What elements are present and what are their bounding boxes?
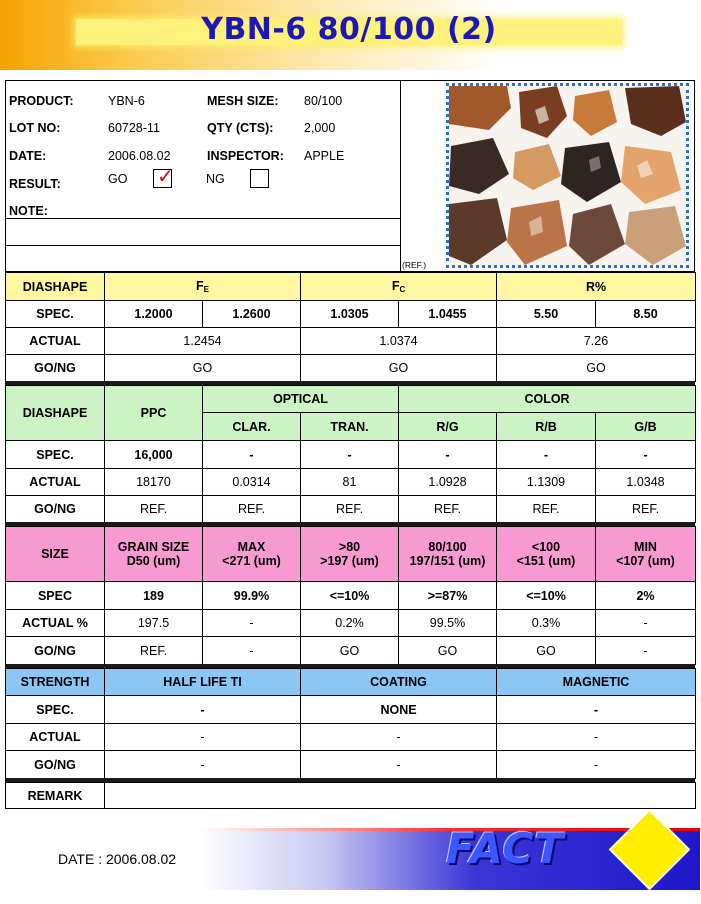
actual-cell: 0.0314 [203,469,301,496]
ng-checkbox[interactable] [250,169,269,188]
over-80-header [301,527,399,582]
header-line: >80 [338,540,361,554]
actual-cell: 1.0348 [596,469,696,496]
sample-photo [446,83,689,268]
fe-letter: F [196,279,204,293]
qty-value: 2,000 [304,121,336,135]
gong-cell: REF. [203,496,301,523]
note-label: NOTE: [9,204,48,218]
header-line: D50 (um) [126,554,181,568]
magnetic-header: MAGNETIC [497,669,696,696]
actual-cell: 1.2454 [105,328,301,355]
spec-cell: <=10% [301,582,399,610]
spec-cell: - [203,441,301,469]
actual-cell: 1.1309 [497,469,596,496]
fc-subscript: C [399,285,406,294]
go-checkbox[interactable] [153,164,174,188]
spec-cell: >=87% [399,582,497,610]
actual-label: ACTUAL [6,328,105,355]
optical-table [5,385,696,523]
spec-cell: 189 [105,582,203,610]
date-label: DATE: [9,149,47,163]
header-line: <271 (um) [222,554,281,568]
optical-header: OPTICAL [203,386,399,413]
header-divider [400,81,401,271]
lot-label: LOT NO: [9,121,61,135]
spec-cell: 1.0455 [399,301,497,328]
gong-label: GO/NG [6,751,105,779]
qty-label: QTY (CTS): [207,121,274,135]
diashape-header: DIASHAPE [6,273,105,301]
fact-logo: FACT [446,824,564,873]
gong-cell: REF. [497,496,596,523]
spec-cell: 5.50 [497,301,596,328]
spec-label: SPEC [6,582,105,610]
actual-label: ACTUAL [6,469,105,496]
spec-cell: 1.2600 [203,301,301,328]
footer-date: DATE : 2006.08.02 [58,851,177,867]
gong-cell: REF. [105,637,203,665]
gong-cell: GO [301,637,399,665]
spec-cell: <=10% [497,582,596,610]
gong-cell: - [301,751,497,779]
spec-label: SPEC. [6,301,105,328]
date-value: 2006.08.02 [108,149,171,163]
gong-cell: GO [301,355,497,382]
actual-cell: 99.5% [399,610,497,637]
spec-cell: - [596,441,696,469]
spec-cell: - [399,441,497,469]
mesh-size-value: 80/100 [304,94,343,108]
check-icon: ✓ [157,164,174,188]
half-life-header: HALF LIFE TI [105,669,301,696]
gong-cell: GO [497,355,696,382]
header-line: <100 [531,540,561,554]
fe-header [105,273,301,301]
gong-cell: - [203,637,301,665]
gong-cell: REF. [596,496,696,523]
note-line-1 [6,218,400,219]
strength-header: STRENGTH [6,669,105,696]
spec-cell: 1.2000 [105,301,203,328]
header-line: <107 (um) [616,554,675,568]
actual-label: ACTUAL % [6,610,105,637]
product-label: PRODUCT: [9,94,74,108]
mesh-size-label: MESH SIZE: [207,94,279,108]
go-label: GO [108,172,128,186]
fe-subscript: E [203,285,209,294]
coating-header: COATING [301,669,497,696]
inspector-value: APPLE [304,149,345,163]
lot-value: 60728-11 [108,121,160,135]
spec-cell: 8.50 [596,301,696,328]
spec-cell: NONE [301,696,497,724]
gong-cell: - [596,637,696,665]
inspector-label: INSPECTOR: [207,149,284,163]
diashape-table [5,272,696,382]
spec-cell: 1.0305 [301,301,399,328]
spec-cell: - [497,441,596,469]
tran-header: TRAN. [301,413,399,441]
gong-label: GO/NG [6,637,105,665]
actual-cell: - [301,724,497,751]
gong-label: GO/NG [6,496,105,523]
strength-table [5,668,696,779]
header-line: <151 (um) [516,554,576,568]
remark-value [105,783,696,809]
report-header [5,80,695,272]
gong-label: GO/NG [6,355,105,382]
actual-cell: 0.2% [301,610,399,637]
note-line-2 [6,245,400,246]
spec-cell: 99.9% [203,582,301,610]
remark-label: REMARK [6,783,105,809]
80-100-header [399,527,497,582]
gong-cell: GO [497,637,596,665]
gong-cell: GO [105,355,301,382]
diamond-grains-image [449,86,686,265]
actual-cell: 1.0374 [301,328,497,355]
actual-cell: 81 [301,469,399,496]
page-title: YBN-6 80/100 (2) [201,12,497,47]
actual-label: ACTUAL [6,724,105,751]
gb-header: G/B [596,413,696,441]
header-line: 80/100 [428,540,467,554]
actual-cell: - [203,610,301,637]
actual-cell: 18170 [105,469,203,496]
actual-cell: 0.3% [497,610,596,637]
gong-cell: - [497,751,696,779]
grain-size-header [105,527,203,582]
header-line: GRAIN SIZE [117,540,190,554]
fc-letter: F [391,279,400,293]
header-line: >197 (um) [320,554,379,568]
gong-cell: REF. [399,496,497,523]
gong-cell: - [105,751,301,779]
size-table [5,526,696,665]
color-header: COLOR [399,386,696,413]
max-header [203,527,301,582]
clar-header: CLAR. [203,413,301,441]
actual-cell: 197.5 [105,610,203,637]
ng-label: NG [206,172,225,186]
min-header [596,527,696,582]
header-line: MIN [634,540,657,554]
actual-cell: 7.26 [497,328,696,355]
spec-cell: - [105,696,301,724]
spec-cell: 16,000 [105,441,203,469]
gong-cell: GO [399,637,497,665]
actual-cell: - [497,724,696,751]
actual-cell: 1.0928 [399,469,497,496]
spec-label: SPEC. [6,441,105,469]
spec-label: SPEC. [6,696,105,724]
ref-label: (REF.) [402,260,427,270]
header-line: 197/151 (um) [409,554,486,568]
actual-cell: - [105,724,301,751]
ppc-header: PPC [105,386,203,441]
rg-header: R/G [399,413,497,441]
spec-cell: 2% [596,582,696,610]
under-100-header [497,527,596,582]
size-header: SIZE [6,527,105,582]
remark-table [5,782,696,809]
fc-header [301,273,497,301]
diamond-logo-icon [609,809,690,890]
actual-cell: - [596,610,696,637]
spec-cell: - [497,696,696,724]
r-header: R% [497,273,696,301]
gong-cell: REF. [301,496,399,523]
rb-header: R/B [497,413,596,441]
product-value: YBN-6 [108,94,145,108]
header-line: MAX [237,540,266,554]
spec-cell: - [301,441,399,469]
diashape-header: DIASHAPE [6,386,105,441]
gong-cell: REF. [105,496,203,523]
result-label: RESULT: [9,177,61,191]
